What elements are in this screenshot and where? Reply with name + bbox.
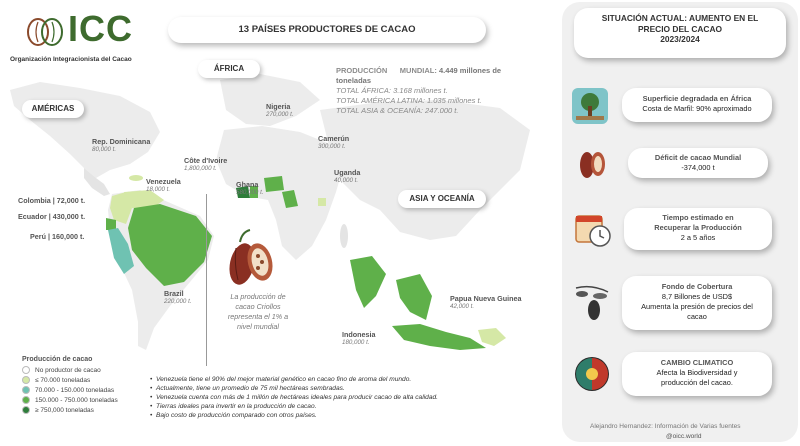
legend-swatch bbox=[22, 386, 30, 394]
card-recovery-time bbox=[624, 208, 772, 250]
card-text-3: cacao bbox=[687, 312, 707, 321]
criollo-line-3: representa el 1% a bbox=[227, 312, 289, 321]
brazil-name: Brazil bbox=[164, 289, 184, 298]
label-venezuela bbox=[146, 177, 181, 193]
card-text: 8,7 Billones de USD$ bbox=[661, 292, 733, 301]
region-americas: AMÉRICAS bbox=[22, 100, 84, 118]
label-peru: Perú | 160,000 t. bbox=[30, 232, 85, 241]
nigeria-value: 270,000 t. bbox=[266, 111, 294, 118]
indonesia-shape bbox=[392, 324, 486, 350]
card-title: Fondo de Cobertura bbox=[661, 282, 733, 291]
venezuela-value: 18,000 t. bbox=[146, 186, 171, 193]
card-degraded-surface bbox=[622, 88, 772, 122]
label-cote-divoire bbox=[184, 156, 227, 172]
world-production bbox=[336, 66, 542, 116]
region-africa: ÁFRICA bbox=[198, 60, 260, 78]
world-production-label: PRODUCCIÓN bbox=[336, 66, 388, 75]
madagascar-shape bbox=[340, 224, 348, 248]
criollo-line-2: cacao Criollos bbox=[235, 302, 281, 311]
camerun-name: Camerún bbox=[318, 134, 350, 143]
north-america-landmass bbox=[10, 82, 160, 178]
papua-name: Papua Nueva Guinea bbox=[450, 294, 522, 303]
legend-label: No productor de cacao bbox=[35, 366, 101, 374]
criollo-line-1: La producción de bbox=[230, 292, 286, 301]
legend-item bbox=[22, 395, 162, 405]
label-indonesia bbox=[342, 330, 376, 346]
fact-text: Actualmente, tiene un promedio de 75 mil hectáreas sembradas. bbox=[155, 385, 345, 392]
fact-text: Venezuela cuenta con más de 1 millón de hectáreas ideales para producir cacao de alta calidad. bbox=[155, 394, 438, 401]
papua-value: 42,000 t. bbox=[450, 303, 475, 310]
criollo-line-4: nivel mundial bbox=[237, 322, 279, 331]
fact-item: • Actualmente, tiene un promedio de 75 mil hectáreas sembradas. bbox=[150, 385, 345, 392]
label-uganda bbox=[334, 168, 360, 184]
card-title: CAMBIO CLIMATICO bbox=[660, 358, 734, 367]
social-handle: @oicc.world bbox=[666, 433, 702, 440]
panel-heading-line-1: SITUACIÓN ACTUAL: AUMENTO EN EL bbox=[601, 13, 759, 23]
total-africa: TOTAL ÁFRICA: 3.168 millones t. bbox=[336, 86, 448, 95]
legend-item bbox=[22, 375, 162, 385]
card-title: Tiempo estimado en bbox=[662, 213, 734, 222]
ghana-name: Ghana bbox=[236, 180, 259, 189]
page-title: 13 PAÍSES PRODUCTORES DE CACAO bbox=[168, 17, 486, 43]
rep-dominicana-value: 80,000 t. bbox=[92, 146, 117, 153]
legend-label: ≥ 750,000 toneladas bbox=[35, 406, 94, 414]
fact-item: • Venezuela cuenta con más de 1 millón de hectáreas ideales para producir cacao de alta calidad. bbox=[150, 394, 438, 401]
card-climate-change bbox=[622, 352, 772, 396]
label-nigeria bbox=[266, 102, 294, 118]
legend-item bbox=[22, 405, 162, 415]
ghana-value: 580,000 t. bbox=[236, 189, 264, 196]
cote-divoire-name: Côte d'Ivoire bbox=[184, 156, 228, 165]
calendar-clock-icon bbox=[574, 210, 612, 248]
label-papua bbox=[450, 294, 522, 310]
fact-text: Venezuela tiene el 90% del mejor material genético en cacao fino de aroma del mundo. bbox=[155, 376, 412, 383]
card-text-2: producción del cacao. bbox=[661, 378, 733, 387]
cacao-branch-icon bbox=[572, 280, 612, 322]
card-text: Costa de Marfil: 90% aproximado bbox=[642, 104, 752, 113]
venezuela-facts bbox=[150, 375, 550, 420]
criollo-note bbox=[218, 292, 298, 332]
nigeria-name: Nigeria bbox=[266, 102, 291, 111]
panel-heading-line-2: PRECIO DEL CACAO bbox=[637, 23, 723, 34]
brazil-value: 220,000 t. bbox=[164, 298, 192, 305]
camerun-value: 300,000 t. bbox=[318, 143, 346, 150]
rep-dominicana-name: Rep. Dominicana bbox=[92, 137, 151, 146]
card-title: Superficie degradada en África bbox=[642, 94, 752, 103]
fact-text: Bajo costo de producción comparado con otros países. bbox=[155, 412, 317, 419]
legend-swatch bbox=[22, 406, 30, 414]
uganda-value: 40,000 t. bbox=[334, 177, 359, 184]
india-shape bbox=[350, 256, 386, 308]
label-rep-dominicana bbox=[92, 137, 150, 153]
indonesia-value: 180,000 t. bbox=[342, 339, 370, 346]
region-asia: ASIA Y OCEANÍA bbox=[398, 190, 486, 208]
logo-mark bbox=[26, 14, 70, 50]
card-title-2: Recuperar la Producción bbox=[654, 223, 742, 232]
label-ghana bbox=[236, 180, 264, 196]
ecuador-shape bbox=[106, 218, 116, 230]
tree-icon bbox=[572, 88, 608, 124]
card-cacao-deficit bbox=[628, 148, 768, 178]
legend-item bbox=[22, 385, 162, 395]
legend-label: ≤ 70.000 toneladas bbox=[35, 376, 91, 384]
climate-icon bbox=[574, 356, 610, 392]
fact-item: • Bajo costo de producción comparado con otros países. bbox=[150, 412, 317, 419]
card-title: Déficit de cacao Mundial bbox=[654, 153, 742, 162]
total-latam: TOTAL AMÉRICA LATINA: 1.035 millones t. bbox=[336, 96, 482, 105]
world-production-line1 bbox=[336, 66, 542, 76]
panel-heading bbox=[574, 8, 786, 58]
legend-swatch bbox=[22, 366, 30, 374]
legend bbox=[22, 356, 162, 415]
legend-swatch bbox=[22, 396, 30, 404]
logo-wordmark: ICC bbox=[68, 8, 133, 49]
label-brazil bbox=[164, 289, 192, 305]
fact-text: Tierras ideales para invertir en la producción de cacao. bbox=[155, 403, 317, 410]
cacao-pod-icon bbox=[576, 146, 608, 180]
papua-shape bbox=[478, 328, 506, 346]
venezuela-leader-line bbox=[206, 194, 207, 366]
card-text-2: Aumenta la presión de precios del bbox=[641, 302, 753, 311]
label-ecuador: Ecuador | 430,000 t. bbox=[18, 212, 86, 221]
label-colombia: Colombia | 72,000 t. bbox=[18, 196, 86, 205]
panel-heading-line-3: 2023/2024 bbox=[660, 34, 700, 44]
card-text: -374,000 t bbox=[681, 163, 715, 172]
org-name: Organización Integracionista del Cacao bbox=[10, 56, 132, 63]
uganda-name: Uganda bbox=[334, 168, 361, 177]
fact-item: • Tierras ideales para invertir en la producción de cacao. bbox=[150, 403, 317, 410]
cote-divoire-value: 1,800,000 t. bbox=[184, 165, 217, 172]
total-asia: TOTAL ASIA & OCEANÍA: 247.000 t. bbox=[336, 106, 459, 115]
nigeria-shape bbox=[264, 176, 284, 192]
rep-dominicana-shape bbox=[129, 175, 143, 181]
world-production-value: 4.449 millones de bbox=[438, 66, 502, 75]
indonesia-name: Indonesia bbox=[342, 330, 376, 339]
fact-item: • Venezuela tiene el 90% del mejor material genético en cacao fino de aroma del mundo. bbox=[150, 376, 412, 383]
legend-item bbox=[22, 365, 162, 375]
world-production-unit: toneladas bbox=[336, 76, 372, 85]
legend-label: 70.000 - 150.000 toneladas bbox=[35, 386, 115, 394]
source-credit: Alejandro Hernandez: Información de Varias fuentes bbox=[590, 423, 741, 430]
world-production-mid: MUNDIAL: bbox=[399, 66, 437, 75]
card-hedge-fund bbox=[622, 276, 772, 330]
label-camerun bbox=[318, 134, 349, 150]
cacao-pod-illustration bbox=[222, 228, 280, 288]
card-text: 2 a 5 años bbox=[680, 233, 716, 242]
legend-label: 150.000 - 750.000 toneladas bbox=[35, 396, 118, 404]
uganda-shape bbox=[318, 198, 326, 206]
venezuela-name: Venezuela bbox=[146, 177, 181, 186]
se-asia-shape bbox=[396, 274, 432, 320]
europe-landmass bbox=[220, 74, 320, 126]
card-text: Afecta la Biodiversidad y bbox=[656, 368, 738, 377]
legend-title: Producción de cacao bbox=[22, 356, 93, 363]
legend-swatch bbox=[22, 376, 30, 384]
